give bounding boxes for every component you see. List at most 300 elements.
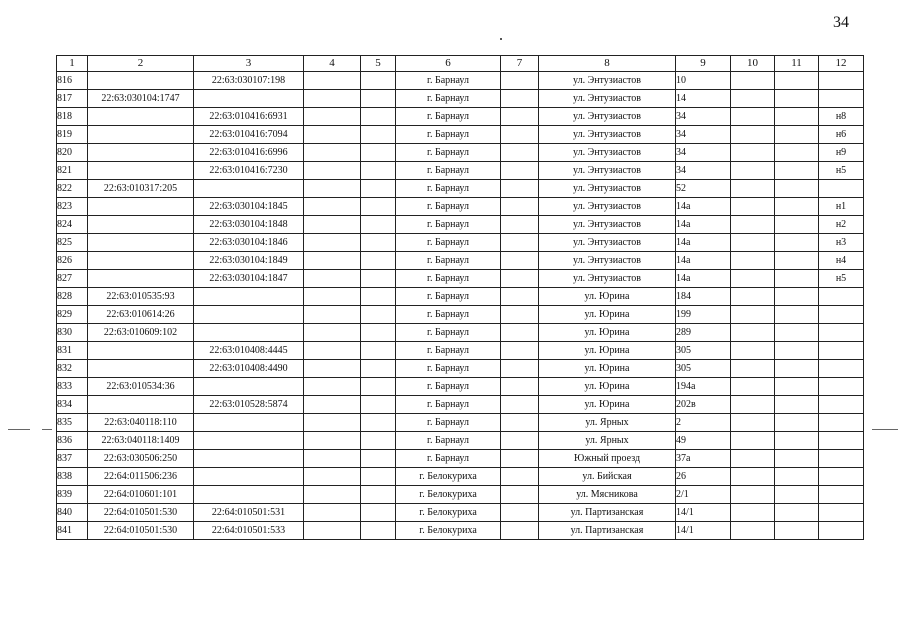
column-header-7: 7 <box>501 56 539 72</box>
row-number: 831 <box>57 342 88 360</box>
settlement-cell: г. Белокуриха <box>396 486 501 504</box>
cell-col4 <box>304 216 361 234</box>
cell-col11 <box>775 108 819 126</box>
row-number: 820 <box>57 144 88 162</box>
premises-cell: н8 <box>819 108 864 126</box>
street-cell: ул. Энтузиастов <box>539 126 676 144</box>
house-number-cell: 305 <box>676 360 731 378</box>
cell-col5 <box>361 522 396 540</box>
row-number: 834 <box>57 396 88 414</box>
cell-col4 <box>304 270 361 288</box>
cell-col4 <box>304 144 361 162</box>
cell-col5 <box>361 342 396 360</box>
cell-col4 <box>304 162 361 180</box>
cell-col10 <box>731 396 775 414</box>
street-cell: ул. Юрина <box>539 396 676 414</box>
cadastral-number-col3 <box>194 432 304 450</box>
cadastral-number-col2: 22:64:010501:530 <box>88 522 194 540</box>
table-row <box>57 144 864 162</box>
house-number-cell: 10 <box>676 72 731 90</box>
house-number-cell: 34 <box>676 162 731 180</box>
cadastral-number-col3 <box>194 90 304 108</box>
cell-col5 <box>361 396 396 414</box>
cadastral-number-col3: 22:63:010416:7094 <box>194 126 304 144</box>
scan-line-artifact <box>872 429 898 430</box>
cell-col11 <box>775 468 819 486</box>
house-number-cell: 14 <box>676 90 731 108</box>
cadastral-number-col2: 22:63:040118:1409 <box>88 432 194 450</box>
street-cell: ул. Юрина <box>539 306 676 324</box>
cell-col10 <box>731 450 775 468</box>
column-header-12: 12 <box>819 56 864 72</box>
row-number: 830 <box>57 324 88 342</box>
cell-col10 <box>731 252 775 270</box>
cell-col7 <box>501 522 539 540</box>
cadastral-number-col3: 22:63:010528:5874 <box>194 396 304 414</box>
row-number: 818 <box>57 108 88 126</box>
premises-cell <box>819 72 864 90</box>
street-cell: ул. Партизанская <box>539 504 676 522</box>
column-header-10: 10 <box>731 56 775 72</box>
cell-col7 <box>501 468 539 486</box>
cell-col11 <box>775 126 819 144</box>
cell-col11 <box>775 270 819 288</box>
premises-cell <box>819 90 864 108</box>
scan-speck <box>500 38 502 40</box>
row-number: 841 <box>57 522 88 540</box>
cadastral-number-col2: 22:63:010535:93 <box>88 288 194 306</box>
row-number: 836 <box>57 432 88 450</box>
cell-col5 <box>361 180 396 198</box>
cell-col11 <box>775 162 819 180</box>
cell-col7 <box>501 270 539 288</box>
row-number: 827 <box>57 270 88 288</box>
cell-col10 <box>731 288 775 306</box>
settlement-cell: г. Белокуриха <box>396 468 501 486</box>
row-number: 824 <box>57 216 88 234</box>
premises-cell <box>819 414 864 432</box>
settlement-cell: г. Барнаул <box>396 234 501 252</box>
settlement-cell: г. Барнаул <box>396 432 501 450</box>
cadastral-number-col3: 22:63:010416:6996 <box>194 144 304 162</box>
row-number: 828 <box>57 288 88 306</box>
street-cell: ул. Энтузиастов <box>539 270 676 288</box>
house-number-cell: 14а <box>676 198 731 216</box>
street-cell: ул. Юрина <box>539 378 676 396</box>
cell-col11 <box>775 522 819 540</box>
house-number-cell: 184 <box>676 288 731 306</box>
cell-col11 <box>775 288 819 306</box>
row-number: 817 <box>57 90 88 108</box>
table-row <box>57 378 864 396</box>
cell-col7 <box>501 288 539 306</box>
street-cell: ул. Юрина <box>539 324 676 342</box>
cell-col5 <box>361 162 396 180</box>
cell-col5 <box>361 216 396 234</box>
cadastral-number-col2: 22:63:010534:36 <box>88 378 194 396</box>
cell-col5 <box>361 360 396 378</box>
cell-col10 <box>731 198 775 216</box>
column-header-11: 11 <box>775 56 819 72</box>
cell-col11 <box>775 90 819 108</box>
cell-col10 <box>731 90 775 108</box>
cell-col4 <box>304 288 361 306</box>
premises-cell: н9 <box>819 144 864 162</box>
house-number-cell: 37а <box>676 450 731 468</box>
cell-col5 <box>361 270 396 288</box>
cadastral-number-col3: 22:63:030104:1849 <box>194 252 304 270</box>
cadastral-number-col3: 22:64:010501:533 <box>194 522 304 540</box>
row-number: 819 <box>57 126 88 144</box>
cadastral-number-col3: 22:63:030104:1847 <box>194 270 304 288</box>
settlement-cell: г. Барнаул <box>396 90 501 108</box>
cell-col7 <box>501 378 539 396</box>
premises-cell: н2 <box>819 216 864 234</box>
cell-col4 <box>304 108 361 126</box>
cell-col5 <box>361 144 396 162</box>
cell-col10 <box>731 522 775 540</box>
house-number-cell: 202в <box>676 396 731 414</box>
cell-col10 <box>731 486 775 504</box>
settlement-cell: г. Барнаул <box>396 450 501 468</box>
premises-cell <box>819 522 864 540</box>
cell-col7 <box>501 342 539 360</box>
street-cell: ул. Юрина <box>539 342 676 360</box>
street-cell: ул. Энтузиастов <box>539 72 676 90</box>
cell-col7 <box>501 216 539 234</box>
cadastral-number-col2 <box>88 144 194 162</box>
house-number-cell: 14а <box>676 270 731 288</box>
cell-col4 <box>304 252 361 270</box>
table-row <box>57 504 864 522</box>
settlement-cell: г. Барнаул <box>396 270 501 288</box>
cell-col5 <box>361 468 396 486</box>
cadastral-number-col3 <box>194 486 304 504</box>
street-cell: ул. Энтузиастов <box>539 162 676 180</box>
cell-col7 <box>501 486 539 504</box>
cadastral-number-col3 <box>194 378 304 396</box>
cell-col10 <box>731 234 775 252</box>
cell-col4 <box>304 72 361 90</box>
settlement-cell: г. Барнаул <box>396 216 501 234</box>
scan-line-artifact <box>8 429 30 430</box>
scan-line-artifact <box>42 429 52 430</box>
cell-col7 <box>501 162 539 180</box>
cell-col11 <box>775 450 819 468</box>
cell-col4 <box>304 90 361 108</box>
premises-cell <box>819 468 864 486</box>
settlement-cell: г. Барнаул <box>396 414 501 432</box>
cadastral-number-col2 <box>88 162 194 180</box>
cell-col7 <box>501 324 539 342</box>
premises-cell <box>819 180 864 198</box>
cadastral-number-col2: 22:63:030104:1747 <box>88 90 194 108</box>
premises-cell <box>819 288 864 306</box>
cell-col5 <box>361 126 396 144</box>
row-number: 839 <box>57 486 88 504</box>
column-header-5: 5 <box>361 56 396 72</box>
settlement-cell: г. Барнаул <box>396 324 501 342</box>
cadastral-number-col3: 22:63:030107:198 <box>194 72 304 90</box>
cell-col11 <box>775 504 819 522</box>
premises-cell: н6 <box>819 126 864 144</box>
row-number: 837 <box>57 450 88 468</box>
table-row <box>57 486 864 504</box>
table-row <box>57 450 864 468</box>
house-number-cell: 305 <box>676 342 731 360</box>
street-cell: ул. Энтузиастов <box>539 180 676 198</box>
settlement-cell: г. Белокуриха <box>396 504 501 522</box>
table-row <box>57 162 864 180</box>
cell-col5 <box>361 450 396 468</box>
cadastral-number-col3 <box>194 324 304 342</box>
premises-cell <box>819 378 864 396</box>
cell-col4 <box>304 450 361 468</box>
row-number: 826 <box>57 252 88 270</box>
cell-col7 <box>501 432 539 450</box>
settlement-cell: г. Барнаул <box>396 108 501 126</box>
table-row <box>57 396 864 414</box>
street-cell: ул. Ярных <box>539 432 676 450</box>
street-cell: ул. Энтузиастов <box>539 198 676 216</box>
cell-col7 <box>501 144 539 162</box>
cell-col10 <box>731 216 775 234</box>
row-number: 825 <box>57 234 88 252</box>
cell-col4 <box>304 378 361 396</box>
cell-col7 <box>501 252 539 270</box>
row-number: 832 <box>57 360 88 378</box>
house-number-cell: 14/1 <box>676 504 731 522</box>
premises-cell <box>819 396 864 414</box>
table-row <box>57 522 864 540</box>
cell-col5 <box>361 288 396 306</box>
cell-col10 <box>731 504 775 522</box>
street-cell: ул. Энтузиастов <box>539 216 676 234</box>
cell-col4 <box>304 180 361 198</box>
cell-col7 <box>501 306 539 324</box>
cell-col4 <box>304 342 361 360</box>
cadastral-number-col3: 22:63:010408:4490 <box>194 360 304 378</box>
cell-col10 <box>731 432 775 450</box>
cell-col10 <box>731 306 775 324</box>
table-row <box>57 252 864 270</box>
cell-col5 <box>361 108 396 126</box>
header-row <box>57 56 864 72</box>
cell-col10 <box>731 342 775 360</box>
table-row <box>57 468 864 486</box>
cell-col7 <box>501 234 539 252</box>
row-number: 816 <box>57 72 88 90</box>
cadastral-number-col2 <box>88 72 194 90</box>
cadastral-number-col2 <box>88 108 194 126</box>
cadastral-number-col2 <box>88 126 194 144</box>
settlement-cell: г. Барнаул <box>396 144 501 162</box>
table-row <box>57 288 864 306</box>
settlement-cell: г. Барнаул <box>396 378 501 396</box>
cadastral-number-col3: 22:63:030104:1845 <box>194 198 304 216</box>
cadastral-number-col2 <box>88 342 194 360</box>
cadastral-number-col3: 22:63:010416:6931 <box>194 108 304 126</box>
cadastral-number-col2: 22:64:010601:101 <box>88 486 194 504</box>
cell-col4 <box>304 432 361 450</box>
cell-col5 <box>361 486 396 504</box>
table-row <box>57 234 864 252</box>
cell-col10 <box>731 468 775 486</box>
row-number: 838 <box>57 468 88 486</box>
column-header-2: 2 <box>88 56 194 72</box>
cadastral-number-col3 <box>194 180 304 198</box>
cell-col10 <box>731 72 775 90</box>
street-cell: ул. Энтузиастов <box>539 252 676 270</box>
cell-col4 <box>304 522 361 540</box>
table-row <box>57 216 864 234</box>
street-cell: ул. Юрина <box>539 360 676 378</box>
street-cell: ул. Энтузиастов <box>539 90 676 108</box>
cell-col11 <box>775 252 819 270</box>
cell-col11 <box>775 198 819 216</box>
cell-col5 <box>361 306 396 324</box>
cell-col7 <box>501 108 539 126</box>
cadastral-number-col2 <box>88 198 194 216</box>
table-row <box>57 306 864 324</box>
settlement-cell: г. Барнаул <box>396 252 501 270</box>
cell-col10 <box>731 162 775 180</box>
cadastral-number-col2: 22:63:010317:205 <box>88 180 194 198</box>
row-number: 833 <box>57 378 88 396</box>
column-header-6: 6 <box>396 56 501 72</box>
cell-col5 <box>361 198 396 216</box>
settlement-cell: г. Барнаул <box>396 198 501 216</box>
cell-col7 <box>501 414 539 432</box>
street-cell: Южный проезд <box>539 450 676 468</box>
cadastral-number-col3: 22:63:030104:1848 <box>194 216 304 234</box>
cell-col11 <box>775 180 819 198</box>
cell-col4 <box>304 306 361 324</box>
premises-cell: н5 <box>819 162 864 180</box>
cell-col7 <box>501 180 539 198</box>
page-number: 34 <box>833 14 849 31</box>
cell-col11 <box>775 378 819 396</box>
cell-col5 <box>361 504 396 522</box>
column-header-9: 9 <box>676 56 731 72</box>
cell-col10 <box>731 144 775 162</box>
cell-col7 <box>501 90 539 108</box>
cell-col7 <box>501 126 539 144</box>
settlement-cell: г. Барнаул <box>396 342 501 360</box>
cell-col5 <box>361 432 396 450</box>
street-cell: ул. Энтузиастов <box>539 108 676 126</box>
house-number-cell: 52 <box>676 180 731 198</box>
cadastral-number-col3 <box>194 468 304 486</box>
house-number-cell: 34 <box>676 108 731 126</box>
premises-cell: н5 <box>819 270 864 288</box>
cell-col4 <box>304 414 361 432</box>
cadastral-number-col2: 22:63:010614:26 <box>88 306 194 324</box>
cell-col11 <box>775 432 819 450</box>
row-number: 835 <box>57 414 88 432</box>
cadastral-number-col3: 22:63:030104:1846 <box>194 234 304 252</box>
cell-col4 <box>304 324 361 342</box>
table-row <box>57 342 864 360</box>
cadastral-number-col3: 22:63:010408:4445 <box>194 342 304 360</box>
cadastral-number-col3 <box>194 306 304 324</box>
street-cell: ул. Бийская <box>539 468 676 486</box>
cell-col10 <box>731 180 775 198</box>
table-row <box>57 72 864 90</box>
settlement-cell: г. Белокуриха <box>396 522 501 540</box>
house-number-cell: 14а <box>676 234 731 252</box>
settlement-cell: г. Барнаул <box>396 162 501 180</box>
cell-col7 <box>501 450 539 468</box>
table-row <box>57 414 864 432</box>
settlement-cell: г. Барнаул <box>396 288 501 306</box>
cell-col11 <box>775 144 819 162</box>
cell-col10 <box>731 324 775 342</box>
cell-col10 <box>731 414 775 432</box>
cell-col11 <box>775 234 819 252</box>
cell-col5 <box>361 414 396 432</box>
cell-col11 <box>775 396 819 414</box>
premises-cell <box>819 342 864 360</box>
premises-cell <box>819 450 864 468</box>
premises-cell <box>819 324 864 342</box>
cell-col4 <box>304 396 361 414</box>
cell-col10 <box>731 126 775 144</box>
house-number-cell: 49 <box>676 432 731 450</box>
cell-col5 <box>361 252 396 270</box>
street-cell: ул. Ярных <box>539 414 676 432</box>
cadastral-number-col2: 22:63:040118:110 <box>88 414 194 432</box>
street-cell: ул. Энтузиастов <box>539 234 676 252</box>
premises-cell <box>819 432 864 450</box>
cell-col11 <box>775 72 819 90</box>
house-number-cell: 194а <box>676 378 731 396</box>
cell-col11 <box>775 324 819 342</box>
table-row <box>57 270 864 288</box>
settlement-cell: г. Барнаул <box>396 180 501 198</box>
column-header-1: 1 <box>57 56 88 72</box>
table-row <box>57 180 864 198</box>
cell-col4 <box>304 504 361 522</box>
cell-col5 <box>361 378 396 396</box>
street-cell: ул. Юрина <box>539 288 676 306</box>
premises-cell: н4 <box>819 252 864 270</box>
table-row <box>57 198 864 216</box>
street-cell: ул. Мясникова <box>539 486 676 504</box>
cell-col11 <box>775 342 819 360</box>
cell-col5 <box>361 90 396 108</box>
settlement-cell: г. Барнаул <box>396 306 501 324</box>
house-number-cell: 289 <box>676 324 731 342</box>
table-row <box>57 108 864 126</box>
row-number: 840 <box>57 504 88 522</box>
premises-cell <box>819 360 864 378</box>
cadastral-number-col2 <box>88 252 194 270</box>
premises-cell <box>819 306 864 324</box>
cell-col4 <box>304 126 361 144</box>
cell-col4 <box>304 234 361 252</box>
cadastral-number-col2: 22:64:011506:236 <box>88 468 194 486</box>
table-row <box>57 90 864 108</box>
cell-col5 <box>361 72 396 90</box>
cell-col11 <box>775 216 819 234</box>
cadastral-number-col3: 22:64:010501:531 <box>194 504 304 522</box>
table-row <box>57 324 864 342</box>
house-number-cell: 14а <box>676 216 731 234</box>
row-number: 829 <box>57 306 88 324</box>
cell-col7 <box>501 360 539 378</box>
settlement-cell: г. Барнаул <box>396 396 501 414</box>
